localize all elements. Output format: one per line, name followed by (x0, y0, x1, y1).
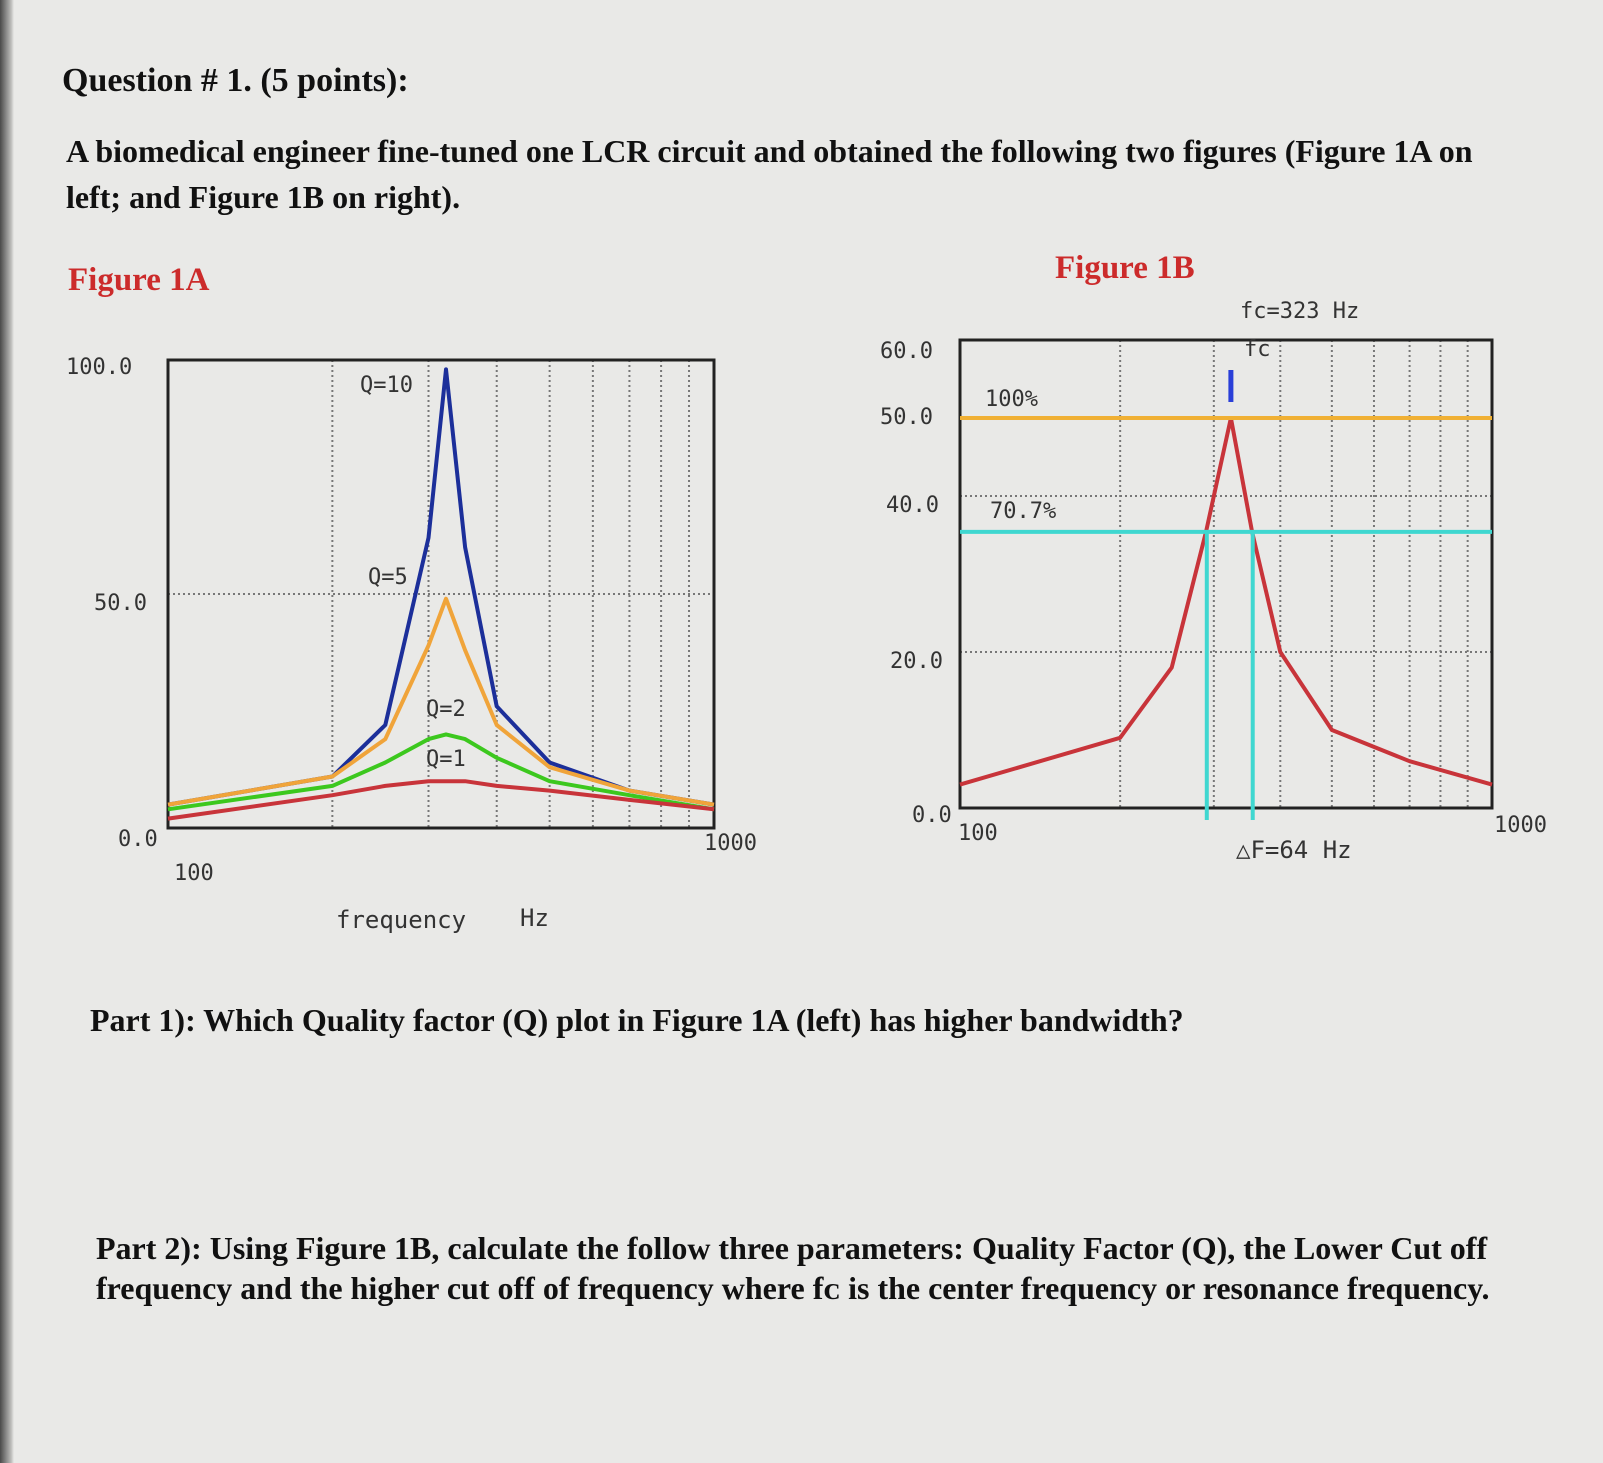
fig1b-curve-response (960, 418, 1492, 785)
question-intro: A biomedical engineer fine-tuned one LCR circuit and obtained the following two figures (Figure 1A on left; and Figure 1B on right). (66, 133, 1473, 215)
y-tick-50: 50.0 (94, 591, 147, 616)
curve-label-q2: Q=2 (426, 697, 466, 722)
x-axis-unit: Hz (520, 904, 549, 932)
fc-label: fc=323 Hz (1240, 299, 1360, 324)
question-part-2: Part 2): Using Figure 1B, calculate the follow three parameters: Quality Factor (Q), the Lower Cut off frequency and the higher cut off of frequency where fᴄ is the center frequency or resonance frequency. (96, 1230, 1490, 1306)
question-part-1: Part 1): Which Quality factor (Q) plot in Figure 1A (left) has higher bandwidth? (90, 1002, 1184, 1038)
curve-label-q1: Q=1 (426, 747, 466, 772)
x-axis-label: frequency (336, 906, 467, 934)
figure-1b-label: Figure 1B (1055, 250, 1195, 286)
figure-1b-grid (960, 340, 1492, 808)
x-tick-1000: 1000 (704, 831, 757, 856)
x-tick-100: 100 (958, 821, 998, 846)
bandwidth-label: △F=64 Hz (1236, 836, 1352, 864)
y-tick-0: 0.0 (912, 803, 952, 828)
y-tick-20: 20.0 (890, 649, 943, 674)
level-label-100: 100% (985, 387, 1038, 412)
level-label-70-7: 70.7% (990, 499, 1057, 524)
fc-marker-label: fc (1244, 337, 1271, 362)
x-tick-100: 100 (174, 861, 214, 886)
y-tick-60: 60.0 (880, 339, 933, 364)
y-tick-100: 100.0 (66, 355, 133, 380)
figure-1a-label: Figure 1A (68, 262, 210, 298)
figure-1b-plot-frame (960, 340, 1492, 808)
question-title: Question # 1. (5 points): (62, 62, 409, 99)
y-tick-0: 0.0 (118, 827, 158, 852)
y-tick-40: 40.0 (886, 493, 939, 518)
curve-label-q5: Q=5 (368, 565, 408, 590)
figure-1b-lines (960, 370, 1492, 820)
curve-label-q10: Q=10 (360, 373, 413, 398)
y-tick-50: 50.0 (880, 405, 933, 430)
x-tick-1000: 1000 (1494, 813, 1547, 838)
